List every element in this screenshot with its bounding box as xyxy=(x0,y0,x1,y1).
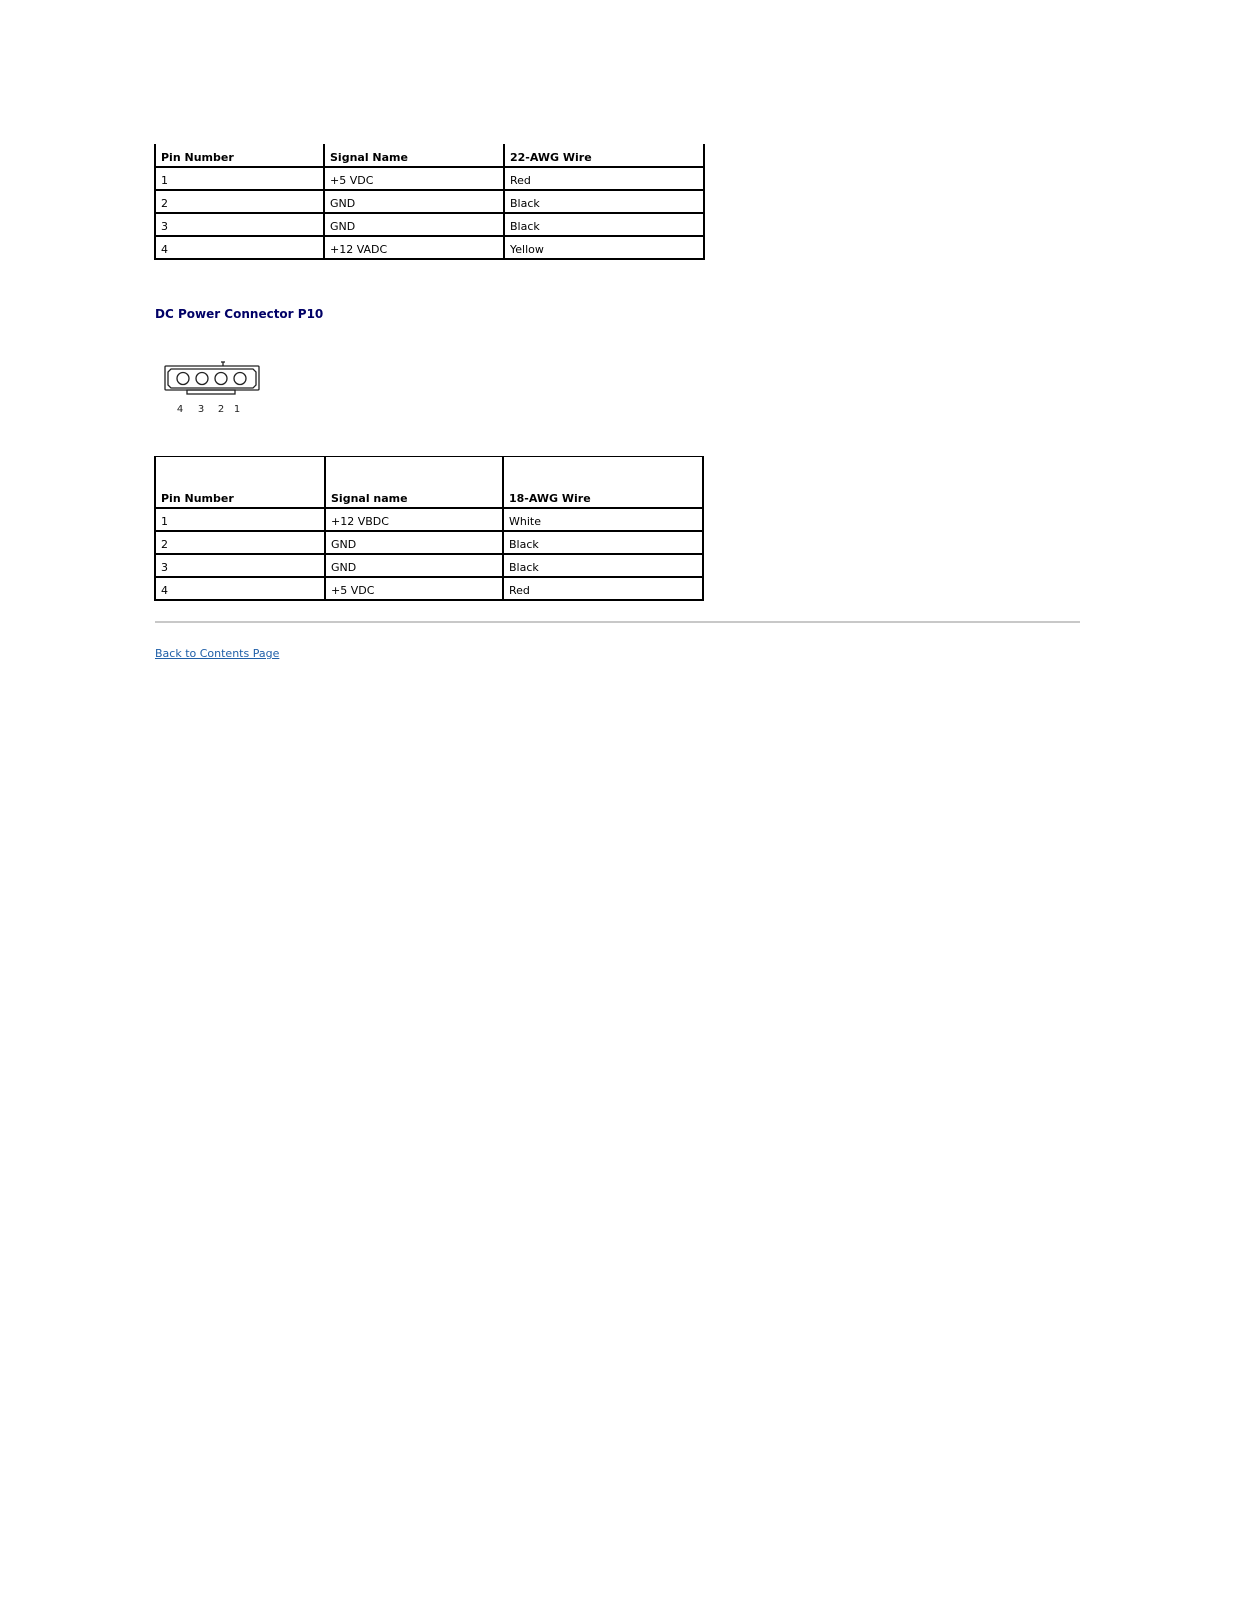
header-signal-name: Signal Name xyxy=(324,144,504,167)
signal-name-cell: +12 VBDC xyxy=(325,508,503,531)
pin-number-cell: 4 xyxy=(155,577,325,600)
wire-color-cell: Yellow xyxy=(504,236,704,259)
pin-label: 4 xyxy=(176,404,184,415)
signal-name-cell: GND xyxy=(324,213,504,236)
signal-name-cell: GND xyxy=(325,531,503,554)
table-row xyxy=(155,577,703,600)
header-wire: 18-AWG Wire xyxy=(503,457,703,509)
signal-name-cell: +12 VADC xyxy=(324,236,504,259)
wire-color-cell: Red xyxy=(504,167,704,190)
table-header-row xyxy=(155,457,703,509)
section-title: DC Power Connector P10 xyxy=(155,307,324,321)
table-row xyxy=(155,508,703,531)
signal-name-cell: GND xyxy=(325,554,503,577)
header-pin-number: Pin Number xyxy=(155,144,324,167)
wire-color-cell: Black xyxy=(504,213,704,236)
back-to-contents-link[interactable]: Back to Contents Page xyxy=(155,647,280,660)
pin-number-cell: 2 xyxy=(155,190,324,213)
pin-number-cell: 3 xyxy=(155,554,325,577)
header-wire: 22-AWG Wire xyxy=(504,144,704,167)
pin-table-22awg xyxy=(154,144,705,260)
table-header-row xyxy=(155,144,704,167)
pin-label: 2 xyxy=(217,404,225,415)
wire-color-cell: Black xyxy=(503,554,703,577)
pin-number-cell: 3 xyxy=(155,213,324,236)
wire-color-cell: Black xyxy=(503,531,703,554)
header-pin-number: Pin Number xyxy=(155,457,325,509)
pin-table-18awg xyxy=(154,456,704,601)
table-row xyxy=(155,236,704,259)
pin-number-cell: 2 xyxy=(155,531,325,554)
table-row xyxy=(155,531,703,554)
header-signal-name: Signal name xyxy=(325,457,503,509)
power-connector-diagram xyxy=(163,360,263,416)
wire-color-cell: Black xyxy=(504,190,704,213)
table-row xyxy=(155,554,703,577)
table-row xyxy=(155,190,704,213)
section-divider xyxy=(155,621,1080,623)
wire-color-cell: Red xyxy=(503,577,703,600)
pin-label: 1 xyxy=(233,404,241,415)
pin-number-cell: 4 xyxy=(155,236,324,259)
pin-number-cell: 1 xyxy=(155,508,325,531)
signal-name-cell: GND xyxy=(324,190,504,213)
pin-label: 3 xyxy=(197,404,205,415)
wire-color-cell: White xyxy=(503,508,703,531)
signal-name-cell: +5 VDC xyxy=(324,167,504,190)
table-row xyxy=(155,213,704,236)
signal-name-cell: +5 VDC xyxy=(325,577,503,600)
pin-number-cell: 1 xyxy=(155,167,324,190)
table-row xyxy=(155,167,704,190)
